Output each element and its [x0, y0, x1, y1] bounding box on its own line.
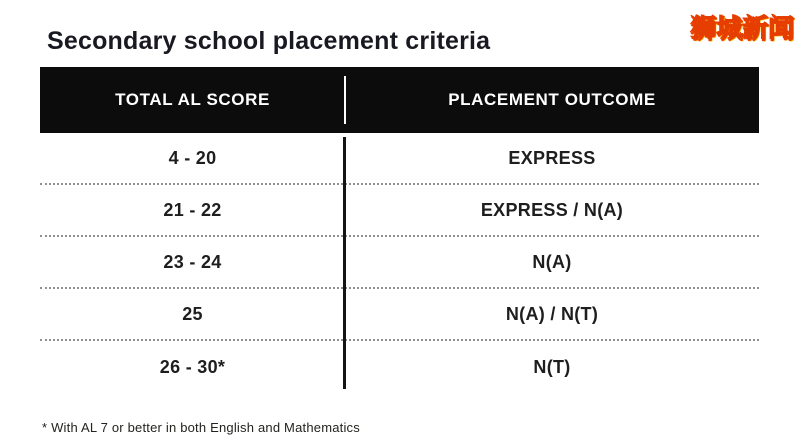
page-title: Secondary school placement criteria — [47, 26, 491, 55]
al-score-cell: 21 - 22 — [163, 199, 222, 220]
body-column-divider — [343, 137, 346, 389]
column-header-total-al-score: TOTAL AL SCORE — [115, 90, 270, 109]
column-header-placement-outcome: PLACEMENT OUTCOME — [448, 90, 656, 109]
table-header — [40, 67, 759, 133]
outcome-cell: N(T) — [533, 356, 571, 377]
table-row — [40, 341, 759, 393]
header-column-divider — [344, 76, 346, 124]
al-score-cell: 25 — [182, 303, 203, 324]
outcome-cell: EXPRESS — [508, 147, 596, 168]
table-row — [40, 237, 759, 289]
outcome-cell: N(A) / N(T) — [505, 303, 599, 324]
al-score-cell: 4 - 20 — [168, 147, 217, 168]
placement-table — [40, 67, 759, 393]
al-score-cell: 23 - 24 — [163, 251, 222, 272]
footnote: * With AL 7 or better in both English and Mathematics — [42, 420, 360, 435]
site-watermark: 狮城新闻 — [690, 15, 795, 45]
table-row — [40, 133, 759, 185]
table-row — [40, 185, 759, 237]
outcome-cell: N(A) — [532, 251, 572, 272]
table-body — [40, 133, 759, 393]
outcome-cell: EXPRESS / N(A) — [480, 199, 624, 220]
table-row — [40, 289, 759, 341]
al-score-cell: 26 - 30* — [159, 356, 226, 377]
